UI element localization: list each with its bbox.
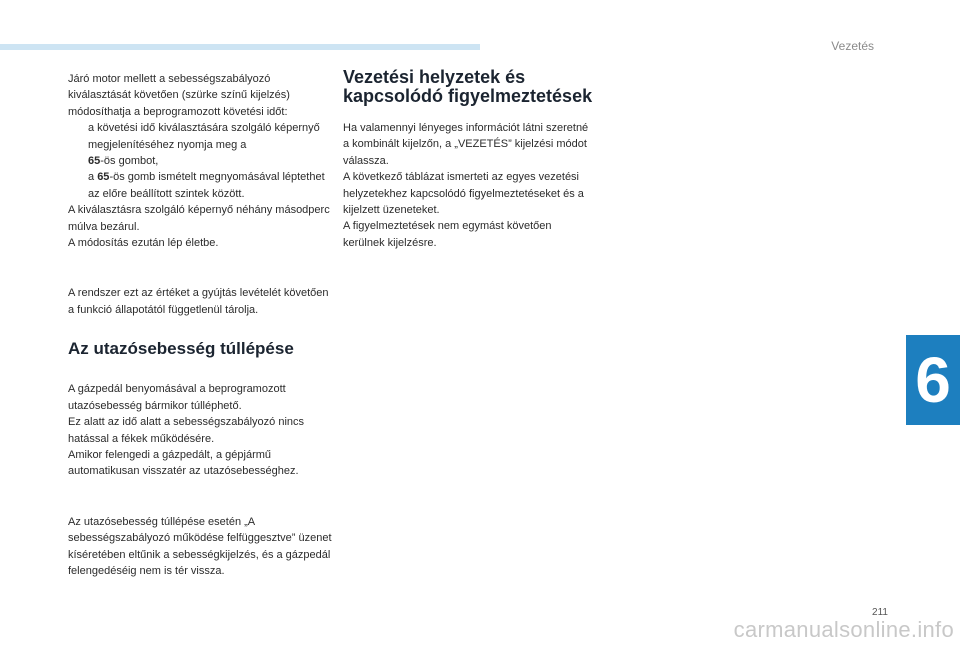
bullet-text: a követési idő kiválasztására szolgáló képernyő megjelenítéséhez nyomja meg a: [88, 122, 320, 151]
right-column: [343, 68, 593, 251]
intro-paragraph: Járó motor mellett a sebességszabályozó kiválasztását követően (szürke színű kijelzés) módosíthatja a beprogramozott követési időt:: [68, 73, 290, 118]
left-column: [68, 71, 333, 579]
chapter-tab: [906, 335, 960, 425]
paragraph: A kiválasztásra szolgáló képernyő néhány másodperc múlva bezárul.: [68, 204, 330, 233]
bullet-item: [68, 120, 333, 169]
section-heading: Vezetési helyzetek és kapcsolódó figyelmeztetések: [343, 67, 593, 106]
paragraph: A gázpedál benyomásával a beprogramozott utazósebesség bármikor túlléphető.: [68, 383, 286, 412]
button-reference: 65: [88, 155, 101, 168]
bullet-item: [68, 169, 333, 202]
chapter-number: 6: [915, 344, 951, 416]
section-heading: Az utazósebesség túllépése: [68, 339, 294, 359]
bullet-tail: -ös gomb ismételt megnyomásával léptethet az előre beállított szintek között.: [88, 171, 325, 200]
paragraph: Ez alatt az idő alatt a sebességszabályozó nincs hatással a fékek működésére.: [68, 416, 305, 445]
note-paragraph: Az utazósebesség túllépése esetén „A sebességszabályozó működése felfüggesztve” üzenet kíséretében eltűnik a sebességkijelzés, és a gázpedál felengedéséig nem is tér vissza.: [68, 515, 332, 577]
section-title: Vezetés: [831, 39, 874, 53]
header-bar: [0, 44, 480, 50]
paragraph: A módosítás ezután lép életbe.: [68, 237, 219, 250]
watermark: carmanualsonline.info: [733, 617, 954, 642]
button-reference: 65: [97, 171, 110, 184]
paragraph: A figyelmeztetések nem egymást követően kerülnek kijelzésre.: [343, 220, 552, 249]
paragraph: Amikor felengedi a gázpedált, a gépjármű automatikusan visszatér az utazósebességhez.: [68, 448, 299, 478]
storage-paragraph: A rendszer ezt az értéket a gyújtás levételét követően a funkció állapotától függetlenül tárolja.: [68, 287, 329, 316]
bullet-tail: -ös gombot,: [100, 155, 159, 168]
paragraph: Ha valamennyi lényeges információt látni szeretné a kombinált kijelzőn, a „VEZETÉS” kijelzési módot válassza.: [343, 122, 589, 167]
bullet-text: a: [88, 171, 95, 184]
page-number: 211: [872, 607, 888, 618]
paragraph: A következő táblázat ismerteti az egyes vezetési helyzetekhez kapcsolódó figyelmeztetéseket és a kijelzett üzeneteket.: [343, 171, 584, 217]
